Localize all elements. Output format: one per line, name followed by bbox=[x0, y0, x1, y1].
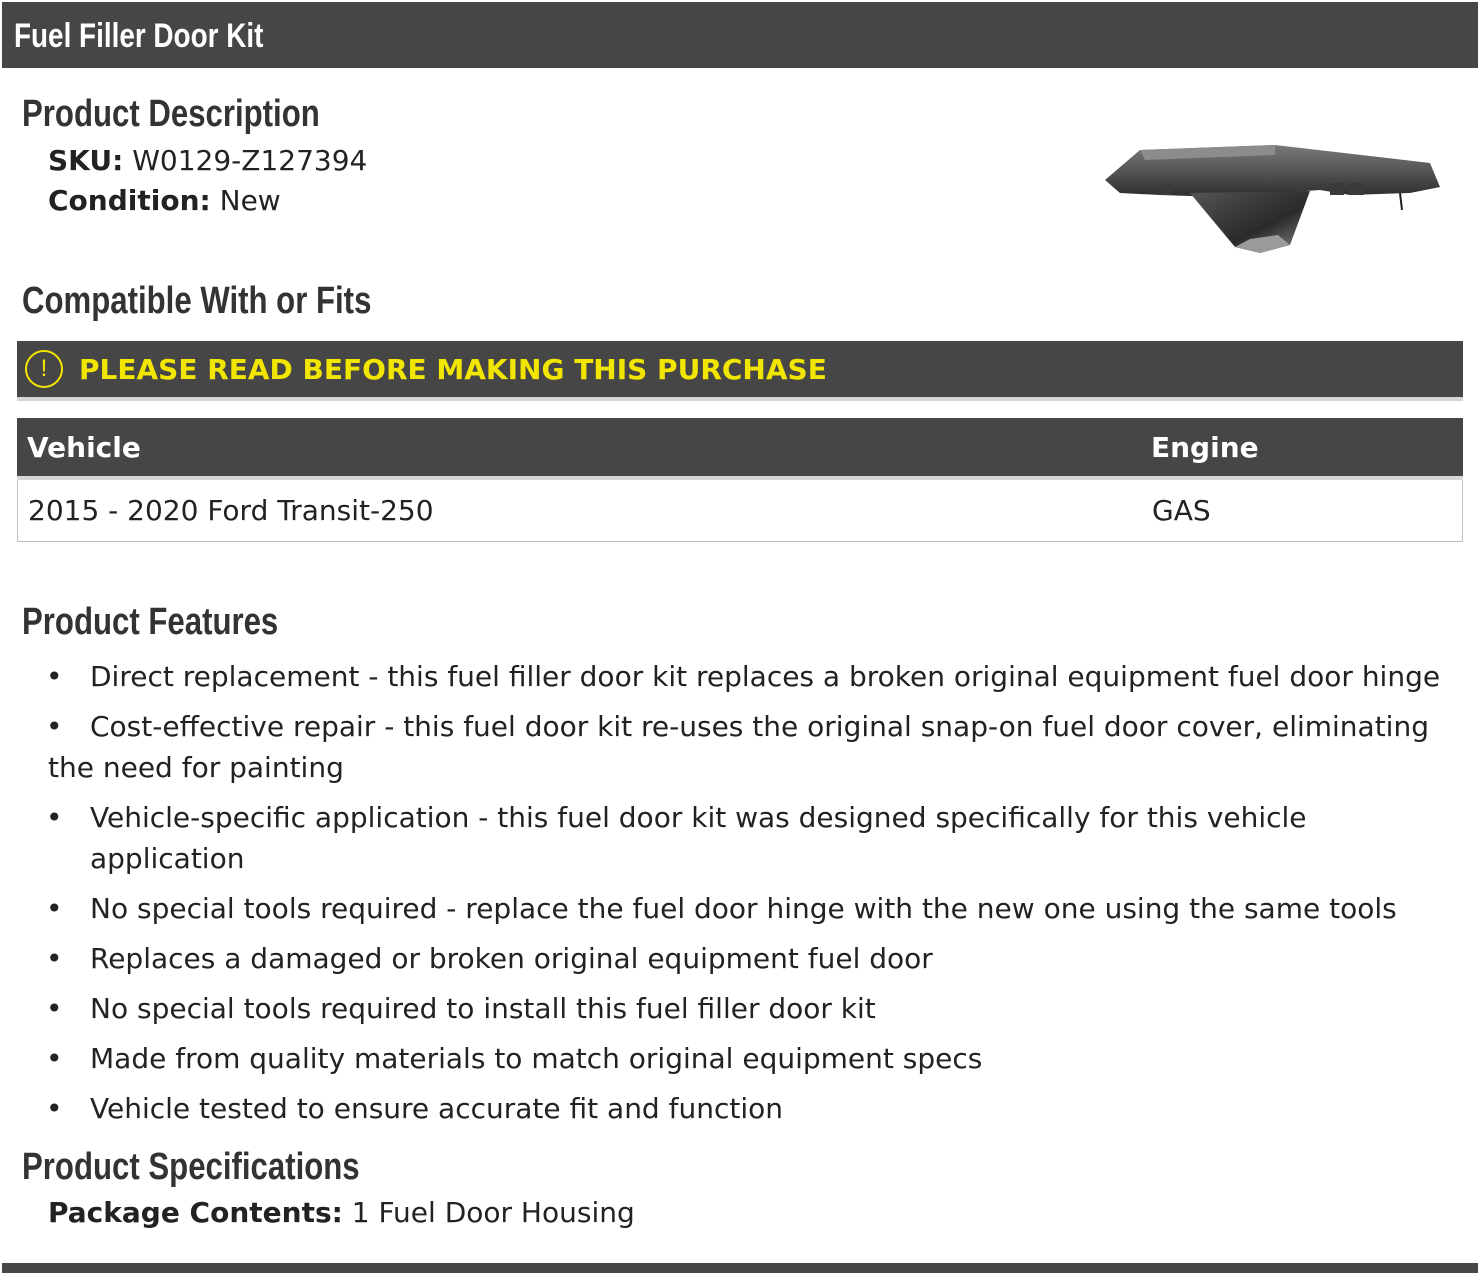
fitment-table bbox=[17, 418, 1463, 542]
purchase-notice bbox=[17, 341, 1463, 401]
condition-label: Condition: bbox=[48, 184, 211, 217]
package-contents-line bbox=[48, 1195, 635, 1231]
notice-text: PLEASE READ BEFORE MAKING THIS PURCHASE bbox=[79, 353, 827, 386]
list-item: • Cost-effective repair - this fuel door kit re-uses the original snap-on fuel door cover, eliminating the need for painting bbox=[46, 710, 1429, 784]
column-vehicle: Vehicle bbox=[27, 431, 141, 464]
cell-engine: GAS bbox=[1152, 494, 1211, 527]
list-item: • Replaces a damaged or broken original equipment fuel door bbox=[46, 942, 933, 975]
column-engine: Engine bbox=[1151, 431, 1259, 464]
package-contents-value: 1 Fuel Door Housing bbox=[351, 1196, 635, 1229]
condition-value: New bbox=[219, 184, 281, 217]
list-item: • Vehicle-specific application - this fuel door kit was designed specifically for this vehicle application bbox=[46, 801, 1307, 875]
fuel-door-housing-image bbox=[1100, 135, 1445, 260]
title-bar bbox=[2, 2, 1478, 68]
table-header bbox=[17, 418, 1463, 480]
sku-value: W0129-Z127394 bbox=[132, 144, 368, 177]
product-specifications-heading: Product Specifications bbox=[22, 1146, 360, 1188]
list-item: • No special tools required to install this fuel filler door kit bbox=[46, 992, 876, 1025]
cell-vehicle: 2015 - 2020 Ford Transit-250 bbox=[28, 494, 434, 527]
sku-label: SKU: bbox=[48, 144, 124, 177]
features-list bbox=[48, 656, 1468, 1138]
list-item: • Made from quality materials to match original equipment specs bbox=[46, 1042, 983, 1075]
product-features-heading: Product Features bbox=[22, 601, 279, 643]
product-description-heading: Product Description bbox=[22, 93, 320, 135]
list-item: • Direct replacement - this fuel filler door kit replaces a broken original equipment fuel door hinge bbox=[46, 660, 1441, 693]
condition-line bbox=[48, 183, 281, 219]
alert-icon: ! bbox=[25, 350, 63, 388]
sku-line bbox=[48, 143, 367, 179]
page-title: Fuel Filler Door Kit bbox=[14, 17, 264, 55]
footer-bar bbox=[2, 1263, 1478, 1273]
package-contents-label: Package Contents: bbox=[48, 1196, 343, 1229]
list-item: • No special tools required - replace the fuel door hinge with the new one using the same tools bbox=[46, 892, 1397, 925]
compatibility-heading: Compatible With or Fits bbox=[22, 280, 372, 322]
list-item: • Vehicle tested to ensure accurate fit and function bbox=[46, 1092, 783, 1125]
